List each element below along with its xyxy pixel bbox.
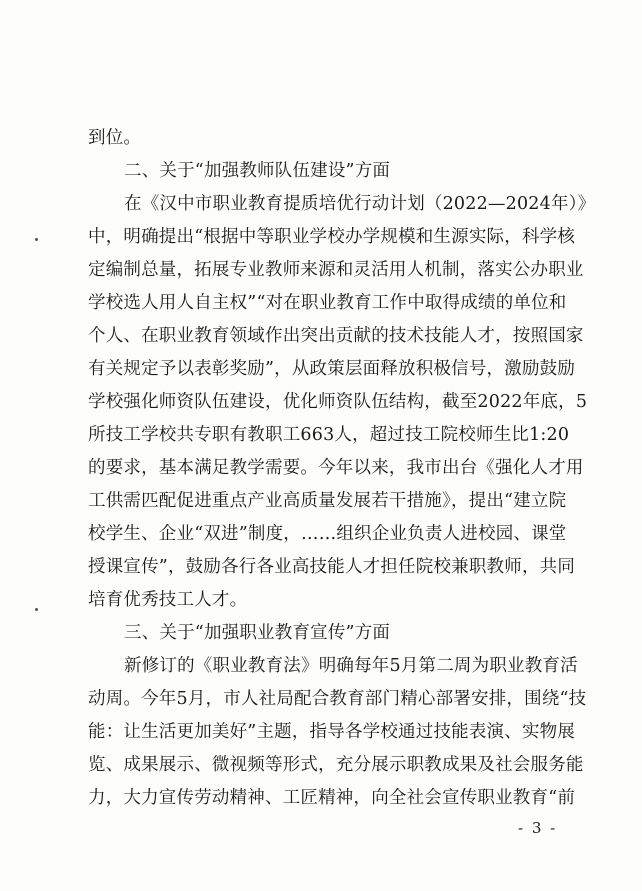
paragraph-line: 校学生、企业“双进”制度，……组织企业负责人进校园、课堂 (88, 524, 567, 544)
text-line (0, 452, 642, 484)
text-line (0, 683, 642, 715)
text-line (0, 155, 642, 187)
text-line (0, 254, 642, 286)
paragraph-line: 中，明确提出“根据中等职业学校办学规模和生源实际，科学核 (88, 227, 576, 247)
text-line (0, 353, 642, 385)
text-line (0, 320, 642, 352)
text-line (0, 419, 642, 451)
paragraph-line: 定编制总量，拓展专业教师来源和灵活用人机制，落实公办职业 (88, 260, 584, 280)
paragraph-line: 授课宣传”，鼓励各行各业高技能人才担任院校兼职教师，共同 (88, 557, 576, 577)
paragraph-line: 学校选人用人自主权”“对在职业教育工作中取得成绩的单位和 (88, 293, 567, 313)
text-line (0, 584, 642, 616)
paragraph-line: 的要求，基本满足教学需要。今年以来，我市出台《强化人才用 (88, 458, 584, 478)
text-line (0, 782, 642, 814)
paragraph-line: 能：让生活更加美好”主题，指导各学校通过技能表演、实物展 (88, 722, 576, 742)
paragraph-line: 新修订的《职业教育法》明确每年5月第二周为职业教育活 (124, 656, 578, 676)
paragraph-line: 所技工学校共专职有教职工663人，超过技工院校师生比1:20 (88, 425, 570, 445)
text-line (0, 650, 642, 682)
text-line (0, 749, 642, 781)
text-line (0, 386, 642, 418)
text-line (0, 287, 642, 319)
paragraph-line: 在《汉中市职业教育提质培优行动计划（2022—2024年）》 (124, 194, 596, 214)
paragraph-line: 览、成果展示、微视频等形式，充分展示职教成果及社会服务能 (88, 755, 584, 775)
paragraph-line: 动周。今年5月，市人社局配合教育部门精心部署安排，围绕“技 (88, 689, 587, 709)
text-line (0, 122, 642, 154)
paragraph-line: 学校强化师资队伍建设，优化师资队伍结构，截至2022年底，5 (88, 392, 588, 412)
paragraph-tail: 培育优秀技工人才。 (88, 590, 248, 610)
section-heading-3: 三、关于“加强职业教育宣传”方面 (124, 623, 391, 643)
page-number: - 3 - (518, 819, 558, 837)
text-line (0, 485, 642, 517)
paragraph-tail: 到位。 (88, 128, 142, 148)
paragraph-line: 工供需匹配促进重点产业高质量发展若干措施》，提出“建立院 (88, 491, 567, 511)
text-line (0, 518, 642, 550)
section-heading-2: 二、关于“加强教师队伍建设”方面 (124, 161, 391, 181)
text-line (0, 716, 642, 748)
text-line (0, 617, 642, 649)
text-line (0, 551, 642, 583)
paragraph-line: 个人、在职业教育领域作出突出贡献的技术技能人才，按照国家 (88, 326, 584, 346)
paragraph-line: 有关规定予以表彰奖励”，从政策层面释放积极信号，激励鼓励 (88, 359, 576, 379)
text-line (0, 221, 642, 253)
text-line (0, 188, 642, 220)
paragraph-line: 力，大力宣传劳动精神、工匠精神，向全社会宣传职业教育“前 (88, 788, 576, 808)
